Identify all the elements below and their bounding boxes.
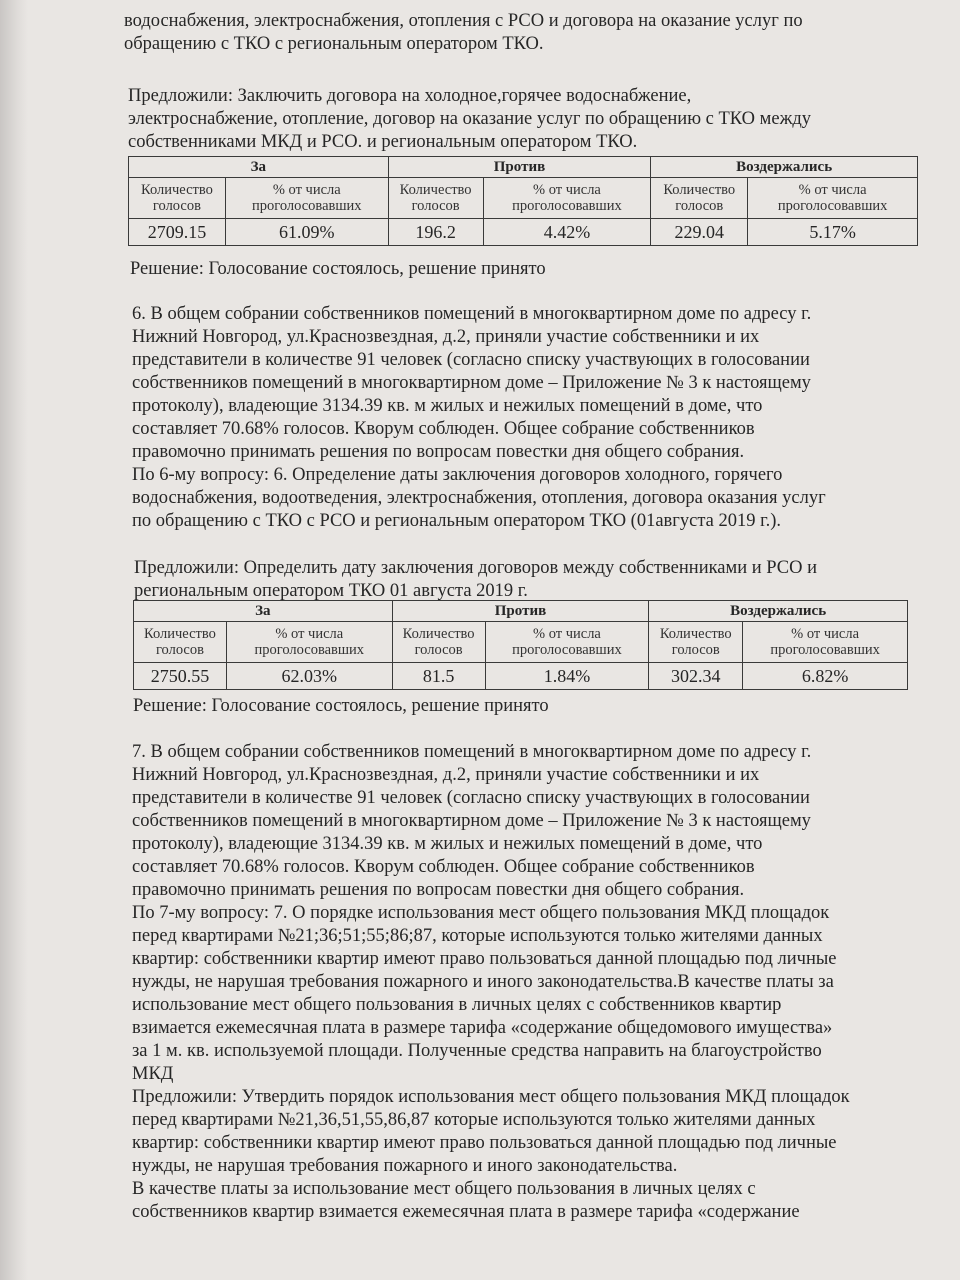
subheader-text: проголосовавших (251, 198, 362, 214)
protiv-count: 196.2 (388, 219, 483, 246)
text-line: правомочно принимать решения по вопросам повестки дня общего собрания. (132, 880, 745, 900)
text-line: по обращению с ТКО с РСО и региональным оператором ТКО (01августа 2019 г.). (132, 511, 782, 531)
subheader-count (134, 622, 227, 663)
decision-text: Решение: Голосование состоялось, решение принято (133, 696, 549, 716)
header-vozderzhalis: Воздержались (649, 601, 908, 622)
text-line: 7. В общем собрании собственников помещений в многоквартирном доме по адресу г. (132, 742, 812, 762)
text-line: собственников помещений в многоквартирном доме – Приложение № 3 к настоящему (132, 373, 811, 393)
subheader-count (388, 178, 483, 219)
subheader-text: Количество (402, 626, 475, 642)
text-line: составляет 70.68% голосов. Кворум соблюден. Общее собрание собственников (132, 419, 755, 439)
subheader-text: % от числа (272, 182, 341, 198)
vozd-count: 229.04 (651, 219, 748, 246)
table-header-row (129, 157, 918, 178)
text-line: собственников помещений в многоквартирном доме – Приложение № 3 к настоящему (132, 811, 811, 831)
subheader-text: проголосовавших (512, 198, 622, 214)
subheader-count (651, 178, 748, 219)
header-za: За (134, 601, 393, 622)
text-line: 6. В общем собрании собственников помещений в многоквартирном доме по адресу г. (132, 304, 812, 324)
vozd-count: 302.34 (649, 663, 743, 690)
text-line: Предложили: Заключить договора на холодное,горячее водоснабжение, (128, 86, 692, 106)
subheader-text: % от числа (275, 626, 344, 642)
text-line: нужды, не нарушая требования пожарного и иного законодательства. (132, 1156, 678, 1176)
vozd-pct: 6.82% (743, 663, 908, 690)
table-value-row (134, 663, 908, 690)
text-line: В качестве платы за использование мест общего пользования в личных целях с (132, 1179, 756, 1199)
za-pct: 62.03% (226, 663, 392, 690)
subheader-text: голосов (671, 642, 720, 658)
text-line: электроснабжение, отопление, договор на оказание услуг по обращению с ТКО между (128, 109, 812, 129)
text-line: квартир: собственники квартир имеют право пользоваться данной площадью под личные (132, 1133, 837, 1153)
subheader-text: % от числа (532, 182, 601, 198)
text-line: Предложили: Утвердить порядок использования мест общего пользования МКД площадок (132, 1087, 850, 1107)
subheader-pct (483, 178, 651, 219)
subheader-text: проголосовавших (254, 642, 365, 658)
text-line: собственниками МКД и РСО. и региональным оператором ТКО. (128, 132, 638, 152)
subheader-text: проголосовавших (777, 198, 888, 214)
subheader-text: голосов (152, 198, 201, 214)
subheader-text: % от числа (532, 626, 601, 642)
subheader-text: проголосовавших (770, 642, 880, 658)
subheader-count (392, 622, 485, 663)
subheader-count (649, 622, 743, 663)
header-protiv: Против (392, 601, 649, 622)
subheader-pct (225, 178, 388, 219)
subheader-text: проголосовавших (512, 642, 622, 658)
header-za: За (129, 157, 389, 178)
table-header-row (134, 601, 908, 622)
subheader-text: голосов (411, 198, 460, 214)
subheader-text: Количество (141, 182, 213, 198)
text-line: протоколу), владеющие 3134.39 кв. м жилых и нежилых помещений в доме, что (132, 396, 763, 416)
text-line: водоснабжения, водоотведения, электроснабжения, отопления, договора оказания услуг (132, 488, 826, 508)
table-subheader-row (134, 622, 908, 663)
text-line: собственников квартир взимается ежемесячная плата в размере тарифа «содержание (132, 1202, 800, 1222)
text-line: Предложили: Определить дату заключения договоров между собственниками и РСО и (134, 558, 818, 578)
text-line: перед квартирами №21,36,51,55,86,87 которые используются только жителями данных (132, 1110, 816, 1130)
table-subheader-row (129, 178, 918, 219)
protiv-count: 81.5 (392, 663, 485, 690)
text-line: за 1 м. кв. используемой площади. Полученные средства направить на благоустройство (132, 1041, 822, 1061)
subheader-text: Количество (399, 182, 472, 198)
text-line: водоснабжения, электроснабжения, отопления с РСО и договора на оказание услуг по (124, 11, 803, 31)
protiv-pct: 1.84% (485, 663, 649, 690)
text-line: обращению с ТКО с региональным оператором ТКО. (124, 34, 544, 54)
subheader-pct (743, 622, 908, 663)
text-line: использование мест общего пользования в личных целях с собственников квартир (132, 995, 782, 1015)
text-line: МКД (132, 1064, 174, 1084)
text-line: По 7-му вопросу: 7. О порядке использования мест общего пользования МКД площадок (132, 903, 830, 923)
subheader-text: Количество (663, 182, 736, 198)
text-line: региональным оператором ТКО 01 августа 2019 г. (134, 581, 528, 601)
subheader-text: Количество (659, 626, 732, 642)
header-protiv: Против (388, 157, 651, 178)
subheader-pct (485, 622, 649, 663)
table-value-row (129, 219, 918, 246)
vozd-pct: 5.17% (748, 219, 918, 246)
subheader-text: Количество (144, 626, 216, 642)
za-count: 2709.15 (129, 219, 226, 246)
text-line: представители в количестве 91 человек (согласно списку участвующих в голосовании (132, 350, 810, 370)
vote-table-2 (133, 600, 908, 690)
text-line: Нижний Новгород, ул.Краснозвездная, д.2, приняли участие собственники и их (132, 327, 760, 347)
text-line: протоколу), владеющие 3134.39 кв. м жилых и нежилых помещений в доме, что (132, 834, 763, 854)
text-line: Нижний Новгород, ул.Краснозвездная, д.2, приняли участие собственники и их (132, 765, 760, 785)
text-line: составляет 70.68% голосов. Кворум соблюден. Общее собрание собственников (132, 857, 755, 877)
subheader-text: голосов (155, 642, 204, 658)
text-line: нужды, не нарушая требования пожарного и иного законодательства.В качестве платы за (132, 972, 834, 992)
subheader-text: голосов (675, 198, 724, 214)
decision-text: Решение: Голосование состоялось, решение принято (130, 259, 546, 279)
text-line: представители в количестве 91 человек (согласно списку участвующих в голосовании (132, 788, 810, 808)
subheader-text: % от числа (798, 182, 867, 198)
text-line: правомочно принимать решения по вопросам повестки дня общего собрания. (132, 442, 745, 462)
za-count: 2750.55 (134, 663, 227, 690)
za-pct: 61.09% (225, 219, 388, 246)
subheader-text: голосов (414, 642, 463, 658)
text-line: По 6-му вопросу: 6. Определение даты заключения договоров холодного, горячего (132, 465, 783, 485)
subheader-count (129, 178, 226, 219)
subheader-pct (226, 622, 392, 663)
text-line: перед квартирами №21;36;51;55;86;87, которые используются только жителями данных (132, 926, 823, 946)
text-line: взимается ежемесячная плата в размере тарифа «содержание общедомового имущества» (132, 1018, 833, 1038)
text-line: квартир: собственники квартир имеют право пользоваться данной площадью под личные (132, 949, 837, 969)
protiv-pct: 4.42% (483, 219, 651, 246)
subheader-text: % от числа (791, 626, 860, 642)
vote-table-1 (128, 156, 918, 246)
header-vozderzhalis: Воздержались (651, 157, 918, 178)
subheader-pct (748, 178, 918, 219)
